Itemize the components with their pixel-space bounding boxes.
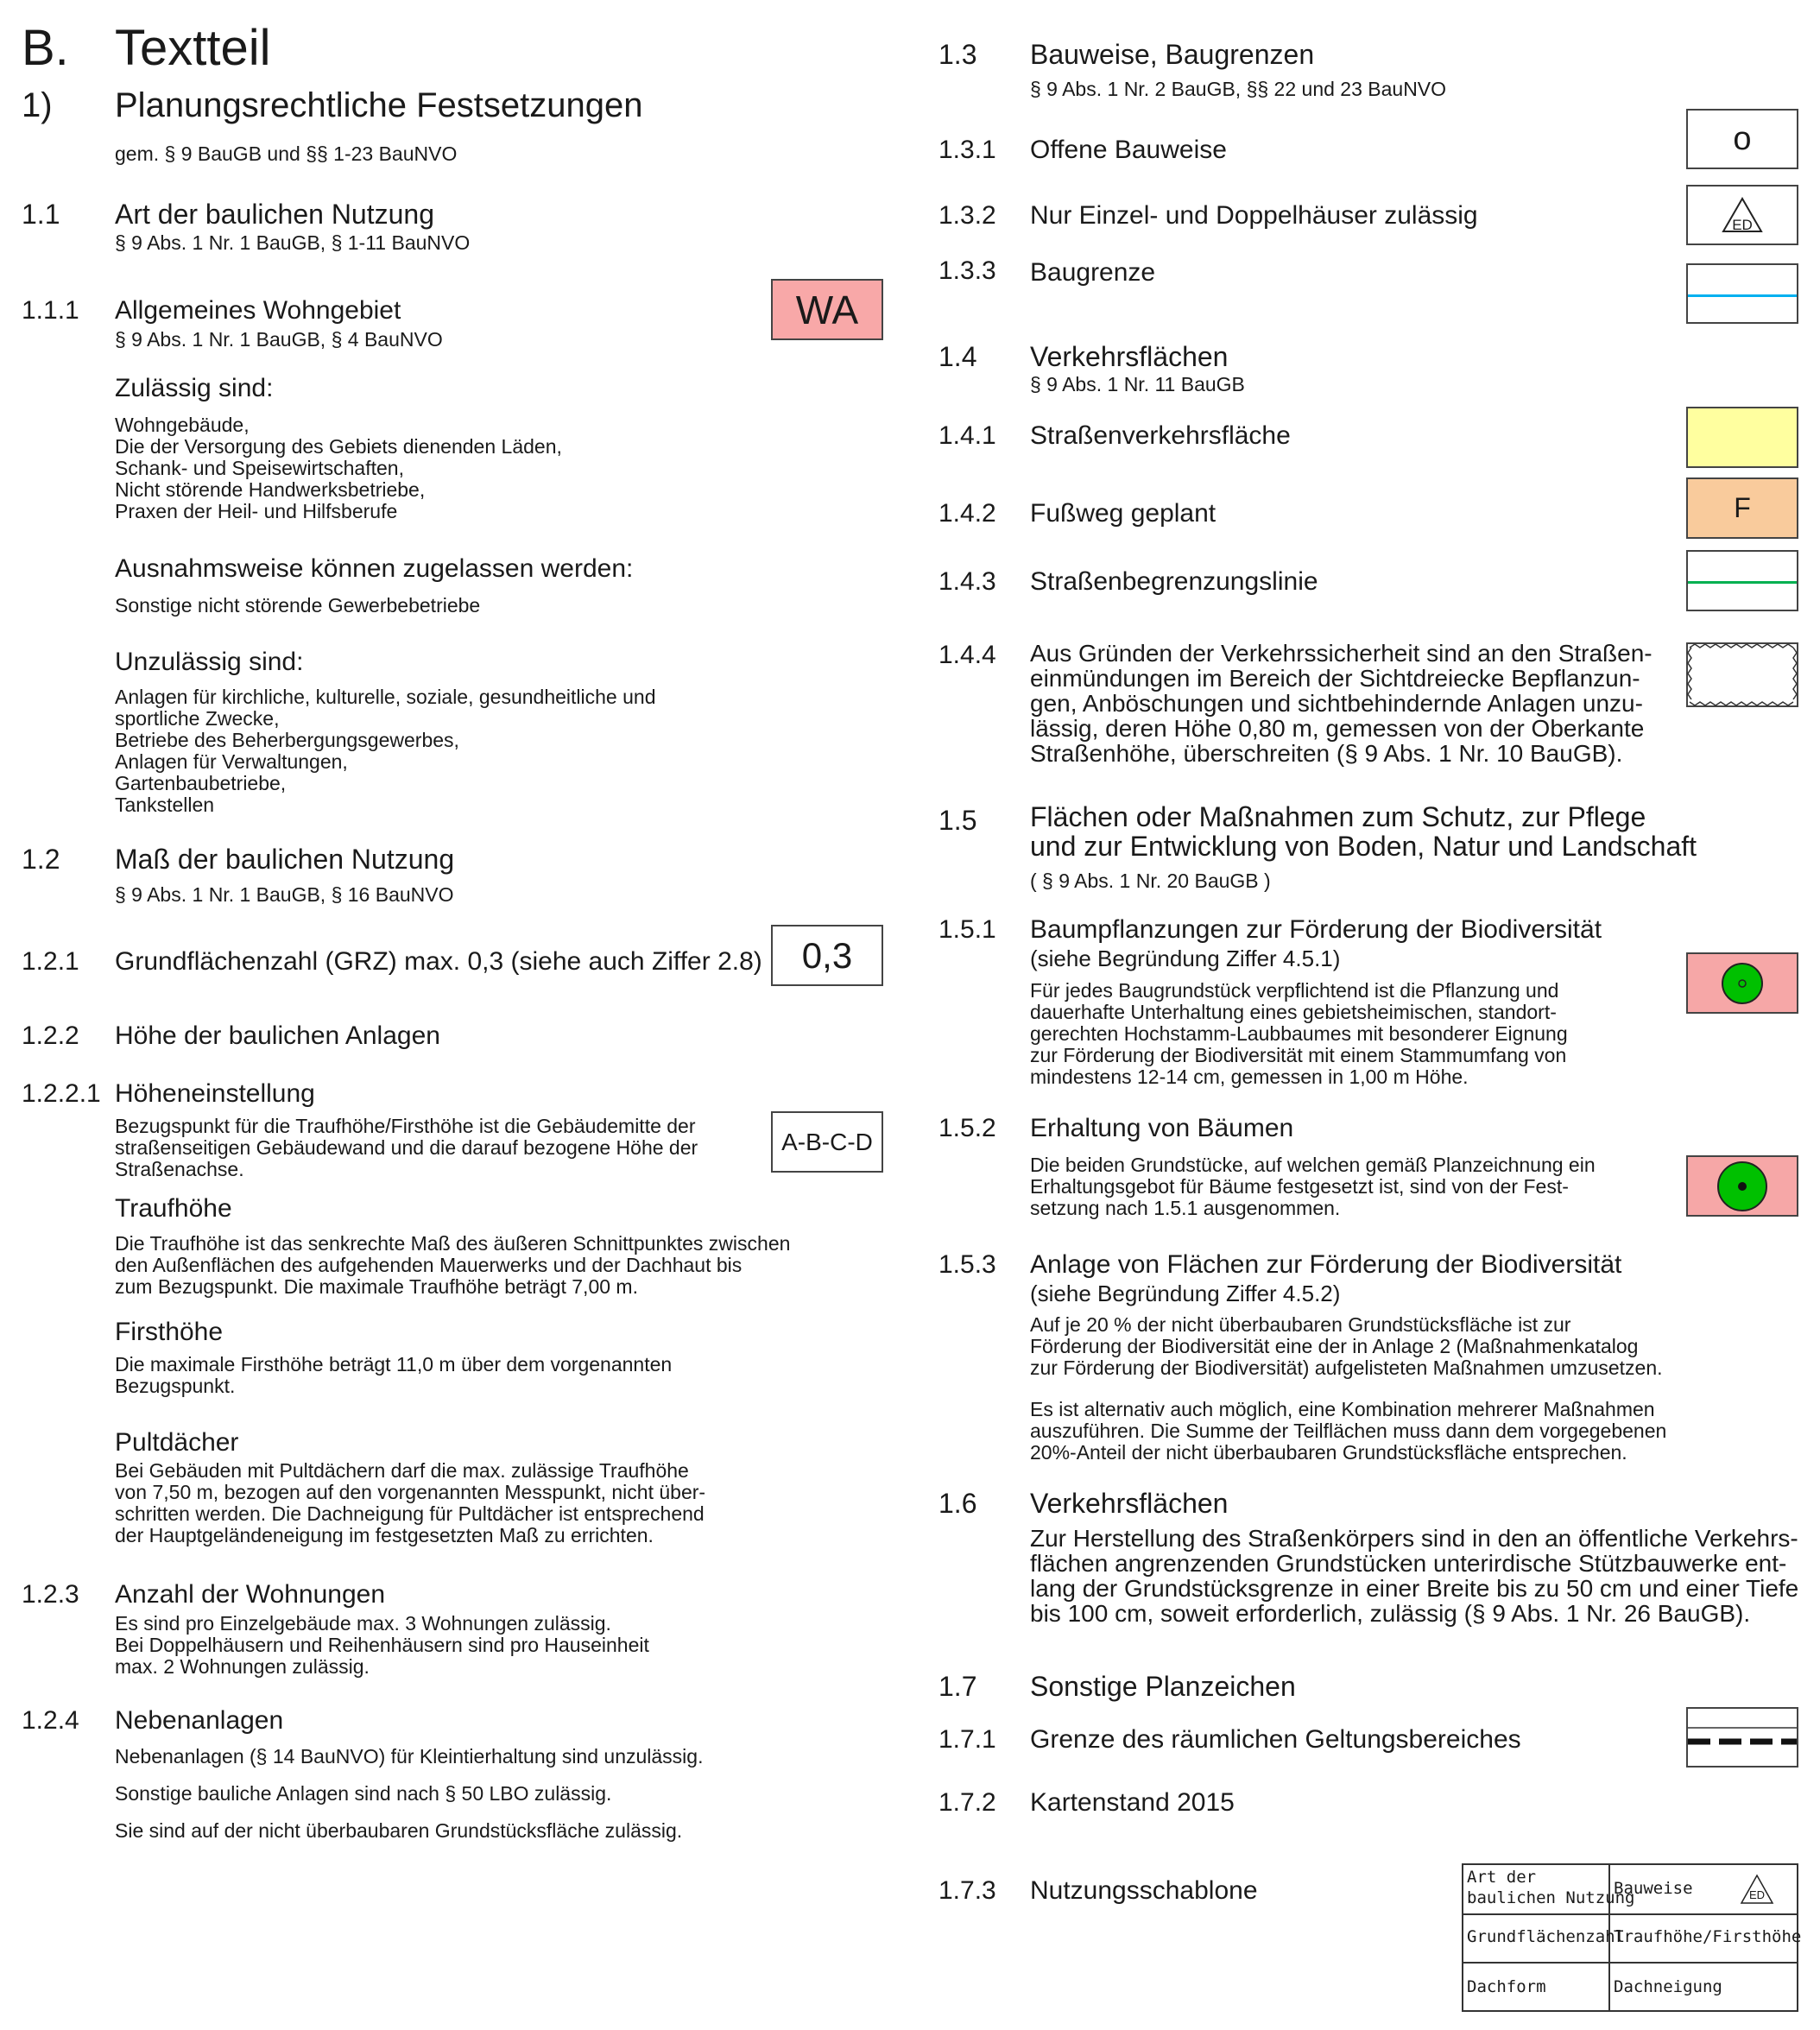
text-line: zur Förderung der Biodiversität) aufgelisteten Maßnahmen umzusetzen. — [1030, 1356, 1663, 1379]
allowed-heading: Zulässig sind: — [115, 374, 274, 402]
list-item: Gartenbaubetriebe, — [115, 772, 287, 794]
s1-3-legal: § 9 Abs. 1 Nr. 2 BauGB, §§ 22 und 23 BauNVO — [1030, 78, 1447, 100]
template-cell-roof-form: Dachform — [1467, 1977, 1546, 1996]
text-line: den Außenflächen des aufgehenden Mauerwerks und der Dachhaut bis — [115, 1254, 743, 1276]
street-boundary-symbol — [1686, 550, 1798, 611]
s1-5-3-p2 — [1030, 1399, 1666, 1464]
s1-3-1-title: Offene Bauweise — [1030, 136, 1227, 164]
baugrenze-symbol — [1686, 263, 1798, 324]
text-line: Bezugspunkt für die Traufhöhe/Firsthöhe ist die Gebäudemitte der — [115, 1115, 696, 1137]
s1-5-3-number: 1.5.3 — [938, 1250, 996, 1279]
s1-1-1-number: 1.1.1 — [22, 296, 79, 325]
pultdaecher-text — [115, 1460, 705, 1546]
forbidden-list — [115, 686, 655, 816]
text-line: Die maximale Firsthöhe beträgt 11,0 m über dem vorgenannten — [115, 1353, 673, 1375]
text-line: Es sind pro Einzelgebäude max. 3 Wohnungen zulässig. — [115, 1612, 611, 1635]
s1-2-2-1-title: Höheneinstellung — [115, 1079, 315, 1108]
text-line: mindestens 12-14 cm, gemessen in 1,00 m Höhe. — [1030, 1066, 1469, 1088]
cell-line: Art der — [1467, 1868, 1537, 1887]
street-boundary-line — [1688, 581, 1797, 584]
usage-template-divider — [1463, 1913, 1797, 1915]
s1-4-legal: § 9 Abs. 1 Nr. 11 BauGB — [1030, 373, 1245, 395]
text-line: bis 100 cm, soweit erforderlich, zulässig (§ 9 Abs. 1 Nr. 26 BauGB). — [1030, 1600, 1751, 1627]
sight-triangle-symbol — [1686, 642, 1798, 707]
s1-4-1-title: Straßenverkehrsfläche — [1030, 421, 1291, 450]
footpath-symbol — [1686, 477, 1798, 539]
s1-2-2-1-number: 1.2.2.1 — [22, 1079, 101, 1108]
title-line: Flächen oder Maßnahmen zum Schutz, zur Pflege — [1030, 801, 1646, 832]
s1-2-4-p1: Nebenanlagen (§ 14 BauNVO) für Kleintierhaltung sind unzulässig. — [115, 1745, 704, 1768]
text-line: 20%-Anteil der nicht überbaubaren Grundstücksfläche entsprechen. — [1030, 1441, 1627, 1464]
pultdaecher-heading: Pultdächer — [115, 1428, 239, 1457]
text-line: zur Förderung der Biodiversität mit einem Stammumfang von — [1030, 1044, 1567, 1066]
list-item: Wohngebäude, — [115, 414, 250, 436]
text-line: max. 2 Wohnungen zulässig. — [115, 1655, 370, 1678]
s1-5-1-text — [1030, 980, 1568, 1088]
text-line: Förderung der Biodiversität eine der in Anlage 2 (Maßnahmenkatalog — [1030, 1335, 1639, 1357]
template-cell-grz: Grundflächenzahl — [1467, 1927, 1626, 1946]
s1-2-3-number: 1.2.3 — [22, 1580, 79, 1609]
list-item: Schank- und Speisewirtschaften, — [115, 457, 404, 479]
text-line: Aus Gründen der Verkehrssicherheit sind an den Straßen- — [1030, 640, 1653, 667]
part-number: 1) — [22, 86, 53, 124]
s1-5-3-p1 — [1030, 1314, 1663, 1379]
wa-symbol-text: WA — [795, 287, 859, 332]
cell-line: baulichen Nutzung — [1467, 1888, 1635, 1907]
list-item: Anlagen für kirchliche, kulturelle, soziale, gesundheitliche und — [115, 686, 656, 708]
text-line: Die Traufhöhe ist das senkrechte Maß des äußeren Schnittpunktes zwischen — [115, 1232, 791, 1255]
s1-5-title — [1030, 802, 1697, 861]
tree-planting-symbol — [1686, 952, 1798, 1014]
list-item: Praxen der Heil- und Hilfsberufe — [115, 500, 398, 522]
s1-5-2-number: 1.5.2 — [938, 1114, 996, 1142]
s1-1-legal: § 9 Abs. 1 Nr. 1 BauGB, § 1-11 BauNVO — [115, 231, 471, 254]
s1-3-title: Bauweise, Baugrenzen — [1030, 39, 1315, 70]
text-line: Bezugspunkt. — [115, 1375, 236, 1397]
reference-points-text: A-B-C-D — [781, 1128, 873, 1155]
s1-3-3-number: 1.3.3 — [938, 256, 996, 285]
text-line: Erhaltungsgebot für Bäume festgesetzt ist, sind von der Fest- — [1030, 1175, 1569, 1198]
template-ed-symbol — [1740, 1874, 1774, 1905]
s1-5-number: 1.5 — [938, 805, 977, 836]
text-line: von 7,50 m, bezogen auf den vorgenannten Messpunkt, nicht über- — [115, 1481, 706, 1503]
s1-3-2-title: Nur Einzel- und Doppelhäuser zulässig — [1030, 201, 1478, 230]
s1-4-4-text — [1030, 641, 1653, 766]
s1-4-3-title: Straßenbegrenzungslinie — [1030, 567, 1318, 596]
text-line: einmündungen im Bereich der Sichtdreiecke Bepflanzun- — [1030, 665, 1640, 692]
s1-5-3-title: Anlage von Flächen zur Förderung der Biodiversität — [1030, 1250, 1622, 1279]
s1-2-2-title: Höhe der baulichen Anlagen — [115, 1021, 440, 1050]
s1-6-text — [1030, 1526, 1798, 1626]
title-line: und zur Entwicklung von Boden, Natur und Landschaft — [1030, 831, 1697, 862]
s1-3-2-number: 1.3.2 — [938, 201, 996, 230]
template-cell-usage-type — [1467, 1867, 1634, 1908]
s1-3-1-number: 1.3.1 — [938, 136, 996, 164]
s1-4-2-title: Fußweg geplant — [1030, 499, 1216, 528]
tree-preservation-icon — [1716, 1160, 1769, 1213]
text-line: flächen angrenzenden Grundstücken unterirdische Stützbauwerke ent- — [1030, 1550, 1787, 1577]
text-line: straßenseitigen Gebäudewand und die darauf bezogene Höhe der — [115, 1136, 698, 1159]
boundary-symbol — [1686, 1707, 1798, 1768]
s1-2-2-number: 1.2.2 — [22, 1021, 79, 1050]
template-cell-bauweise: Bauweise — [1614, 1879, 1693, 1898]
s1-1-1-title: Allgemeines Wohngebiet — [115, 296, 401, 325]
section-letter: B. — [22, 20, 69, 76]
text-line: setzung nach 1.5.1 ausgenommen. — [1030, 1197, 1341, 1219]
text-line: schritten werden. Die Dachneigung für Pultdächer ist entsprechend — [115, 1502, 705, 1525]
ed-symbol — [1686, 185, 1798, 245]
text-line: Es ist alternativ auch möglich, eine Kombination mehrerer Maßnahmen — [1030, 1398, 1655, 1420]
firsthoehe-heading: Firsthöhe — [115, 1318, 224, 1346]
s1-2-1-title: Grundflächenzahl (GRZ) max. 0,3 (siehe auch Ziffer 2.8) — [115, 947, 762, 976]
hoeheneinstellung-text — [115, 1116, 698, 1180]
s1-4-1-number: 1.4.1 — [938, 421, 996, 450]
street-area-symbol — [1686, 407, 1798, 468]
s1-5-2-title: Erhaltung von Bäumen — [1030, 1114, 1294, 1142]
section-title: Textteil — [115, 20, 271, 76]
s1-2-4-p2: Sonstige bauliche Anlagen sind nach § 50 LBO zulässig. — [115, 1782, 612, 1805]
grz-symbol-text: 0,3 — [801, 934, 853, 976]
text-line: Straßenachse. — [115, 1158, 244, 1180]
template-cell-heights: Traufhöhe/Firsthöhe — [1614, 1927, 1802, 1946]
allowed-list — [115, 414, 562, 522]
s1-1-title: Art der baulichen Nutzung — [115, 199, 434, 230]
open-building-symbol — [1686, 109, 1798, 169]
text-line: lässig, deren Höhe 0,80 m, gemessen von der Oberkante — [1030, 715, 1645, 742]
text-line: Für jedes Baugrundstück verpflichtend ist die Pflanzung und — [1030, 979, 1559, 1002]
s1-5-2-text — [1030, 1154, 1596, 1219]
footpath-symbol-text: F — [1734, 492, 1751, 523]
text-line: Zur Herstellung des Straßenkörpers sind in den an öffentliche Verkehrs- — [1030, 1525, 1798, 1552]
list-item: Nicht störende Handwerksbetriebe, — [115, 478, 426, 501]
template-cell-roof-pitch: Dachneigung — [1614, 1977, 1722, 1996]
s1-4-number: 1.4 — [938, 341, 977, 372]
dashed-boundary-icon — [1688, 1709, 1797, 1766]
s1-2-title: Maß der baulichen Nutzung — [115, 844, 455, 875]
usage-template-divider — [1463, 1962, 1797, 1964]
s1-2-4-title: Nebenanlagen — [115, 1706, 284, 1735]
list-item: Betriebe des Beherbergungsgewerbes, — [115, 729, 459, 751]
text-line: auszuführen. Die Summe der Teilflächen muss dann dem vorgegebenen — [1030, 1420, 1667, 1442]
tree-planting-icon — [1720, 961, 1765, 1006]
usage-template — [1462, 1863, 1802, 2012]
open-building-text: o — [1733, 120, 1752, 157]
forbidden-heading: Unzulässig sind: — [115, 648, 304, 676]
s1-5-1-title: Baumpflanzungen zur Förderung der Biodiversität — [1030, 915, 1602, 944]
text-line: der Hauptgeländeneigung im festgesetzten Maß zu errichten. — [115, 1524, 654, 1546]
text-line: Auf je 20 % der nicht überbaubaren Grundstücksfläche ist zur — [1030, 1313, 1571, 1336]
s1-4-3-number: 1.4.3 — [938, 567, 996, 596]
s1-4-2-number: 1.4.2 — [938, 499, 996, 528]
list-item: Anlagen für Verwaltungen, — [115, 750, 348, 773]
text-line: Die beiden Grundstücke, auf welchen gemäß Planzeichnung ein — [1030, 1154, 1596, 1176]
s1-6-title: Verkehrsflächen — [1030, 1488, 1229, 1519]
s1-5-1-number: 1.5.1 — [938, 915, 996, 944]
s1-5-3-ref: (siehe Begründung Ziffer 4.5.2) — [1030, 1281, 1341, 1306]
text-line: Bei Gebäuden mit Pultdächern darf die max. zulässige Traufhöhe — [115, 1459, 689, 1482]
s1-2-1-number: 1.2.1 — [22, 947, 79, 976]
s1-7-2-number: 1.7.2 — [938, 1788, 996, 1817]
s1-7-1-number: 1.7.1 — [938, 1725, 996, 1754]
list-item: Tankstellen — [115, 794, 215, 816]
text-line: Straßenhöhe, überschreiten (§ 9 Abs. 1 Nr. 10 BauGB). — [1030, 740, 1623, 767]
exception-heading: Ausnahmsweise können zugelassen werden: — [115, 554, 634, 583]
exception-text: Sonstige nicht störende Gewerbebetriebe — [115, 594, 481, 617]
s1-3-3-title: Baugrenze — [1030, 258, 1156, 287]
template-ed-text: ED — [1748, 1888, 1766, 1901]
grz-symbol — [771, 925, 883, 986]
s1-5-legal: ( § 9 Abs. 1 Nr. 20 BauGB ) — [1030, 870, 1271, 892]
s1-4-title: Verkehrsflächen — [1030, 341, 1229, 372]
text-line: dauerhafte Unterhaltung eines gebietsheimischen, standort- — [1030, 1001, 1557, 1023]
part-legal: gem. § 9 BauGB und §§ 1-23 BauNVO — [115, 142, 458, 165]
s1-7-title: Sonstige Planzeichen — [1030, 1671, 1296, 1702]
s1-2-4-number: 1.2.4 — [22, 1706, 79, 1735]
part-title: Planungsrechtliche Festsetzungen — [115, 86, 643, 124]
s1-7-3-number: 1.7.3 — [938, 1876, 996, 1905]
wa-symbol — [771, 279, 883, 340]
list-item: Die der Versorgung des Gebiets dienenden Läden, — [115, 435, 562, 458]
text-line: lang der Grundstücksgrenze in einer Breite bis zu 50 cm und einer Tiefe — [1030, 1575, 1799, 1602]
s1-2-4-p3: Sie sind auf der nicht überbaubaren Grundstücksfläche zulässig. — [115, 1819, 683, 1842]
s1-2-legal: § 9 Abs. 1 Nr. 1 BauGB, § 16 BauNVO — [115, 883, 454, 906]
reference-points-symbol — [771, 1111, 883, 1173]
s1-2-3-title: Anzahl der Wohnungen — [115, 1580, 386, 1609]
s1-5-1-ref: (siehe Begründung Ziffer 4.5.1) — [1030, 945, 1341, 971]
list-item: sportliche Zwecke, — [115, 707, 280, 730]
tree-preservation-symbol — [1686, 1155, 1798, 1217]
s1-7-number: 1.7 — [938, 1671, 977, 1702]
text-line: zum Bezugspunkt. Die maximale Traufhöhe beträgt 7,00 m. — [115, 1275, 638, 1298]
s1-7-3-title: Nutzungsschablone — [1030, 1876, 1258, 1905]
s1-7-1-title: Grenze des räumlichen Geltungsbereiches — [1030, 1725, 1521, 1754]
text-line: Bei Doppelhäusern und Reihenhäusern sind pro Hauseinheit — [115, 1634, 649, 1656]
s1-6-number: 1.6 — [938, 1488, 977, 1519]
s1-2-3-text — [115, 1613, 649, 1678]
s1-1-number: 1.1 — [22, 199, 60, 230]
firsthoehe-text — [115, 1354, 672, 1397]
ed-symbol-text: ED — [1732, 217, 1753, 233]
text-line: gerechten Hochstamm-Laubbaumes mit besonderer Eignung — [1030, 1022, 1568, 1045]
s1-3-number: 1.3 — [938, 39, 977, 70]
s1-7-2-title: Kartenstand 2015 — [1030, 1788, 1235, 1817]
s1-1-1-legal: § 9 Abs. 1 Nr. 1 BauGB, § 4 BauNVO — [115, 328, 443, 351]
text-line: gen, Anböschungen und sichtbehindernde Anlagen unzu- — [1030, 690, 1643, 717]
s1-4-4-number: 1.4.4 — [938, 641, 996, 669]
baugrenze-line — [1688, 294, 1797, 297]
s1-2-number: 1.2 — [22, 844, 60, 875]
traufhoehe-text — [115, 1233, 790, 1298]
traufhoehe-heading: Traufhöhe — [115, 1194, 232, 1223]
